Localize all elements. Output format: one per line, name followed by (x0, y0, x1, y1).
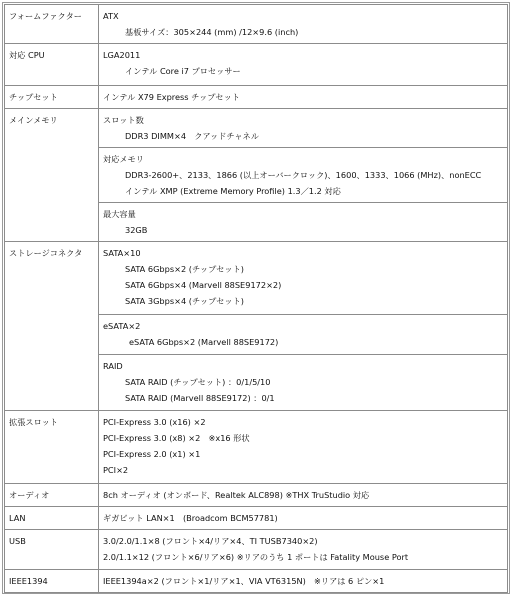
row-label: LAN (5, 507, 99, 530)
cell-line: SATA RAID (チップセット) ：0/1/5/10 (125, 377, 271, 387)
cell-line: スロット数 (103, 115, 144, 125)
row-label: フォームファクター (5, 5, 99, 44)
cell-line: 3.0/2.0/1.1×8 (フロント×4/リア×4、TI TUSB7340×2) (103, 536, 318, 546)
cell-line: 対応メモリ (103, 154, 144, 164)
row-label: チップセット (5, 86, 99, 109)
cell-line: SATA 6Gbps×2 (チップセット) (125, 264, 244, 274)
table-row (5, 530, 508, 570)
spec-table (4, 4, 508, 593)
cell-line: PCI×2 (103, 465, 129, 475)
cell-line: IEEE1394a×2 (フロント×1/リア×1、VIA VT6315N) ※リアは 6 ピン×1 (103, 576, 385, 586)
row-label: ストレージコネクタ (5, 242, 99, 411)
cell-line: SATA 3Gbps×4 (チップセット) (125, 296, 244, 306)
cell-line: DDR3-2600+、2133、1866 (以上オーバークロック)、1600、1333、1066 (MHz)、nonECC (125, 170, 482, 180)
cell-line: eSATA×2 (103, 321, 141, 331)
cell-line: インテル XMP (Extreme Memory Profile) 1.3／1.2 対応 (125, 186, 341, 196)
table-row (5, 411, 508, 484)
cell-line: RAID (103, 361, 123, 371)
cell-line: 最大容量 (103, 209, 136, 219)
cell-line: インテル Core i7 プロセッサー (125, 66, 241, 76)
row-label: IEEE1394 (5, 570, 99, 593)
cell-line: SATA×10 (103, 248, 141, 258)
row-label: USB (5, 530, 99, 570)
cell-line: SATA RAID (Marvell 88SE9172) ：0/1 (125, 393, 275, 403)
table-row (5, 86, 508, 109)
cell-line: PCI-Express 2.0 (x1) ×1 (103, 449, 201, 459)
cell-line: 基板サイズ：305×244 (mm) /12×9.6 (inch) (125, 27, 299, 37)
row-label: メインメモリ (5, 109, 99, 242)
table-row (5, 484, 508, 507)
cell-line: ギガビット LAN×1 (Broadcom BCM57781) (103, 513, 278, 523)
row-label: 拡張スロット (5, 411, 99, 484)
cell-line: DDR3 DIMM×4 クアッドチャネル (125, 131, 259, 141)
cell-line: eSATA 6Gbps×2 (Marvell 88SE9172) (129, 337, 279, 347)
cell-line: SATA 6Gbps×4 (Marvell 88SE9172×2) (125, 280, 282, 290)
table-row (5, 5, 508, 44)
cell-line: 8ch オーディオ (オンボード、Realtek ALC898) ※THX TruStudio 対応 (103, 490, 370, 500)
cell-line: 2.0/1.1×12 (フロント×6/リア×6) ※リアのうち 1 ポートは Fatality Mouse Port (103, 552, 409, 562)
cell-line: ATX (103, 11, 119, 21)
cell-line: インテル X79 Express チップセット (103, 92, 240, 102)
table-row (5, 109, 508, 148)
table-row (5, 507, 508, 530)
row-label: オーディオ (5, 484, 99, 507)
cell-line: 32GB (125, 225, 148, 235)
cell-line: LGA2011 (103, 50, 141, 60)
table-row (5, 570, 508, 593)
table-row (5, 242, 508, 315)
cell-line: PCI-Express 3.0 (x16) ×2 (103, 417, 206, 427)
row-label: 対応 CPU (5, 44, 99, 86)
table-row (5, 44, 508, 86)
cell-line: PCI-Express 3.0 (x8) ×2 ※x16 形状 (103, 433, 250, 443)
